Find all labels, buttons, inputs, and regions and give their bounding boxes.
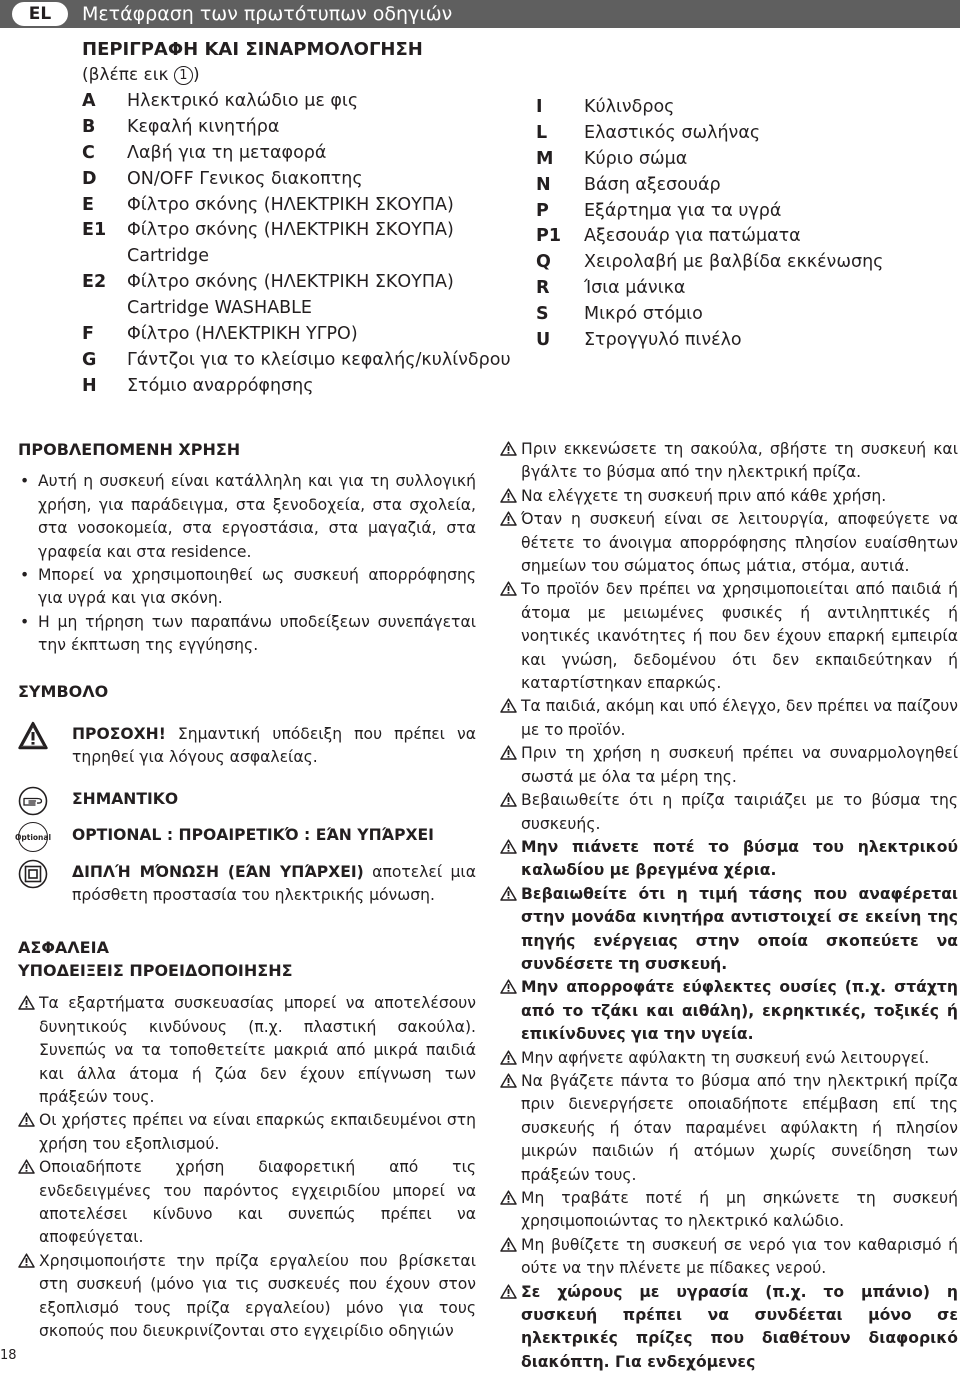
language-badge: EL (12, 2, 68, 26)
part-text: Ηλεκτρικό καλώδιο με φις (127, 91, 359, 111)
warning-triangle-icon (18, 1253, 35, 1268)
warning-triangle-icon (500, 792, 517, 807)
double-insulation-label: ΔΙΠΛΉ ΜΌΝΩΣΗ (ΕΆΝ ΥΠΆΡΧΕΙ) (72, 862, 364, 881)
warning-item (18, 1156, 476, 1250)
part-item (82, 322, 511, 348)
optional-icon-text: Optional (18, 822, 48, 852)
warning-item (500, 976, 958, 1046)
warning-triangle-icon (500, 488, 517, 503)
part-item (82, 89, 511, 115)
part-letter: D (82, 168, 97, 189)
part-text: Κύλινδρος (584, 97, 675, 117)
warning-item (18, 992, 476, 1109)
warning-triangle-icon (500, 698, 517, 713)
left-column (14, 438, 476, 1343)
intended-use-list (18, 470, 476, 657)
header-title: Μετάφραση των πρωτότυπων οδηγιών (82, 3, 453, 25)
part-letter: E1 (82, 220, 107, 241)
part-text: Μικρό στόμιο (584, 304, 703, 325)
warning-item-text: Οι χρήστες πρέπει να είναι επαρκώς εκπαιδευμένοι στη χρήση του εξοπλισμού. (39, 1111, 476, 1153)
warning-item-text: Πριν τη χρήση η συσκευή πρέπει να συναρμολογηθεί σωστά με όλα τα μέρη της. (521, 744, 958, 786)
part-text: Φίλτρο σκόνης (ΗΛΕΚΤΡΙΚΗ ΣΚΟΥΠΑ) (127, 272, 454, 293)
warning-item (500, 742, 958, 789)
safety-title-line2: ΥΠΟΔΕΙΞΕΙΣ ΠΡΟΕΙΔΟΠΟΙΗΣΗΣ (18, 960, 293, 980)
part-item (82, 218, 511, 244)
part-letter (82, 296, 127, 322)
warning-triangle-icon (500, 1190, 517, 1205)
optional-badge-icon (14, 822, 52, 852)
part-letter: E2 (82, 272, 107, 293)
part-text: Ίσια μάνικα (584, 278, 686, 299)
part-item (536, 302, 883, 328)
part-letter: U (536, 330, 551, 351)
part-item (82, 141, 511, 167)
warning-item-text: Σε χώρους με υγρασία (π.χ. το μπάνιο) η συσκευή πρέπει να συνδέεται μόνο σε ηλεκτρικές πρίζες που διαθέτουν διαφορικό διακόπτη. Για ενδεχόμενες (521, 1282, 958, 1371)
warning-item-text: Βεβαιωθείτε ότι η τιμή τάσης που αναφέρεται στην μονάδα κινητήρα αντιστοιχεί σε εκείνη της πηγής ενέργειας στην οποία σκοπεύετε να συνδέσετε τη συσκευή. (521, 884, 958, 973)
warning-item (500, 1070, 958, 1187)
description-subtitle (82, 63, 200, 87)
warning-triangle-icon (500, 979, 517, 994)
symbols-title: ΣΥΜΒΟΛΟ (18, 681, 109, 701)
warning-item-text: Όταν η συσκευή είναι σε λειτουργία, αποφεύγετε να θέτετε το άνοιγμα απορρόφησης πλησίον ευαίσθητων σημείων του σώματος όπως μάτια, στόμα, αυτιά. (521, 510, 958, 576)
part-letter: I (536, 97, 543, 117)
warning-item (500, 836, 958, 883)
warning-triangle-icon (18, 721, 48, 751)
safety-title-line1: ΑΣΦΑΛΕΙΑ (18, 937, 109, 957)
warning-triangle-icon (18, 1112, 35, 1127)
parts-list-right (536, 95, 883, 354)
part-letter: A (82, 91, 96, 111)
subtitle-suffix: ) (192, 65, 200, 85)
part-text: Λαβή για τη μεταφορά (127, 142, 327, 163)
part-item (536, 173, 883, 199)
part-item (82, 193, 511, 219)
safety-warnings-right (500, 438, 958, 1374)
symbol-double-insulation-row (18, 861, 476, 908)
warning-item-text: Μη τραβάτε ποτέ ή μη σηκώνετε τη συσκευή χρησιμοποιώντας το ηλεκτρικό καλώδιο. (521, 1189, 958, 1231)
double-insulation-icon (18, 859, 48, 889)
warning-item (500, 1187, 958, 1234)
warning-item (500, 578, 958, 695)
part-letter: S (536, 304, 549, 325)
warning-item-text: Τα παιδιά, ακόμη και υπό έλεγχο, δεν πρέπει να παίζουν με το προϊόν. (521, 697, 958, 739)
part-text: Εξάρτημα για τα υγρά (584, 200, 782, 221)
part-text: Βάση αξεσουάρ (584, 174, 721, 195)
part-text: Κύριο σώμα (584, 148, 688, 169)
part-text: Φίλτρο (ΗΛΕΚΤΡΙΚΗ ΥΓΡΟ) (127, 324, 358, 345)
optional-label: OPTIONAL : ΠΡΟΑΙΡΕΤΙΚΌ : ΕΆΝ ΥΠΆΡΧΕΙ (72, 826, 434, 845)
part-item (536, 199, 883, 225)
part-text: Γάντζοι για το κλείσιμο κεφαλής/κυλίνδρου (127, 349, 511, 370)
part-item (536, 95, 883, 121)
warning-item (500, 1047, 958, 1070)
part-letter: P (536, 200, 549, 221)
part-text: Φίλτρο σκόνης (ΗΛΕΚΤΡΙΚΗ ΣΚΟΥΠΑ) (127, 220, 454, 241)
part-item (536, 147, 883, 173)
warning-triangle-icon (500, 511, 517, 526)
part-letter: B (82, 116, 96, 137)
warning-triangle-icon (500, 1284, 517, 1299)
part-letter: H (82, 375, 97, 396)
part-letter: C (82, 142, 95, 163)
warning-item (500, 485, 958, 508)
warning-item-text: Μη βυθίζετε τη συσκευή σε νερό για τον καθαρισμό ή ούτε να την πλένετε με πίδακες νερού. (521, 1235, 958, 1278)
warning-item (500, 1281, 958, 1375)
warning-item (500, 508, 958, 578)
part-letter: L (536, 122, 548, 143)
part-item (82, 270, 511, 296)
part-letter (82, 244, 127, 270)
warning-item (500, 789, 958, 836)
part-text: Φίλτρο σκόνης (ΗΛΕΚΤΡΙΚΗ ΣΚΟΥΠΑ) (127, 194, 454, 215)
symbol-optional-row (14, 824, 476, 847)
warning-item (500, 1234, 958, 1281)
warning-item-text: Να βγάζετε πάντα το βύσμα από την ηλεκτρική πρίζα πριν διενεργήσετε οποιαδήποτε επέμβαση επί της συσκευής ή όταν παραμένει αφύλακτη ή πλησίον μικρών παιδιών ή ατόμων χωρίς συνείδηση των πράξεών τους. (521, 1071, 958, 1184)
part-text: Cartridge (127, 246, 210, 267)
warning-triangle-icon (500, 1050, 517, 1065)
part-item (82, 374, 511, 400)
part-item (82, 348, 511, 374)
parts-list-left (82, 89, 511, 400)
part-text: Χειρολαβή με βαλβίδα εκκένωσης (584, 252, 884, 273)
warning-item-text: Να ελέγχετε τη συσκευή πριν από κάθε χρήση. (521, 486, 887, 505)
part-item (82, 115, 511, 141)
part-text: Κεφαλή κινητήρα (127, 116, 280, 137)
warning-triangle-icon (18, 1159, 35, 1174)
part-letter: G (82, 349, 97, 370)
safety-title (18, 936, 476, 983)
part-item (82, 296, 511, 322)
figure-ref-badge: 1 (174, 66, 193, 85)
subtitle-prefix: (βλέπε εικ (82, 65, 169, 85)
warning-triangle-icon (500, 745, 517, 760)
warning-item (18, 1109, 476, 1156)
right-column (500, 438, 958, 1374)
part-letter: E (82, 194, 94, 215)
part-letter: R (536, 278, 550, 299)
part-text: Στόμιο αναρρόφησης (127, 375, 314, 396)
symbol-warning-row (18, 723, 476, 770)
warning-item-text: Βεβαιωθείτε ότι η πρίζα ταιριάζει με το βύσμα της συσκευής. (521, 791, 958, 833)
warning-item-text: Μην πιάνετε ποτέ το βύσμα του ηλεκτρικού καλωδίου με βρεγμένα χέρια. (521, 837, 958, 880)
part-letter: F (82, 324, 94, 345)
warning-item-text: Χρησιμοποιήστε την πρίζα εργαλείου που βρίσκεται στη συσκευή (μόνο για τις συσκευές που έχουν στον εξοπλισμό τους πρίζα εργαλείου) μόνο για τους σκοπούς που διευκρινίζονται στο εγχειρίδιο οδηγιών (39, 1251, 476, 1340)
warning-item (18, 1250, 476, 1344)
warning-item-text: Το προϊόν δεν πρέπει να χρησιμοποιείται από παιδιά ή άτομα με μειωμένες φυσικές ή αντιληπτικές ή νοητικές ικανότητες ή που δεν έχουν επαρκή εμπειρία και γνώση, δεδομένου ότι δεν εκπαιδεύτηκαν ή καταρτίστηκαν επαρκώς. (521, 580, 958, 693)
warning-item-text: Τα εξαρτήματα συσκευασίας μπορεί να αποτελέσουν δυνητικούς κινδύνους (π.χ. πλαστική σακούλα). Συνεπώς να τα τοποθετείτε μακριά από μικρά παιδιά και άλλα άτομα ή ζώα δεν έχουν επίγνωση των πράξεών τους. (39, 994, 476, 1106)
warning-triangle-icon (500, 839, 517, 854)
warning-triangle-icon (500, 1073, 517, 1088)
part-text: Cartridge WASHABLE (127, 298, 312, 319)
warning-triangle-icon (500, 1237, 517, 1252)
intended-use-item: • Μπορεί να χρησιμοποιηθεί ως συσκευή απορρόφησης για υγρά και για σκόνη. (18, 564, 476, 611)
warning-item-text: Πριν εκκενώσετε τη σακούλα, σβήστε τη συσκευή και βγάλτε το βύσμα από την ηλεκτρική πρίζα. (521, 440, 958, 482)
part-text: Αξεσουάρ για πατώματα (584, 226, 801, 247)
description-title: ΠΕΡΙΓΡΑΦΗ ΚΑΙ ΣΙΝΑΡΜΟΛΟΓΗΣΗ (82, 39, 423, 60)
intended-use-item: • Αυτή η συσκευή είναι κατάλληλη και για τη συλλογική χρήση, για παράδειγμα, στα ξενοδοχεία, στα σχολεία, στα νοσοκομεία, στα εργοστάσια, στα μαγαζιά, στα γραφεία και στα residence. (18, 470, 476, 564)
important-label: ΣΗΜΑΝΤΙΚΟ (72, 789, 179, 808)
symbol-important-row (18, 788, 476, 811)
double-insulation-text: αποτελεί μια πρόσθετη προστασία του ηλεκτρικής μόνωση. (72, 862, 476, 905)
part-letter: M (536, 148, 554, 169)
page-number: 18 (0, 1348, 17, 1363)
part-item (536, 121, 883, 147)
warning-triangle-icon (500, 886, 517, 901)
intended-use-title: ΠΡΟΒΛΕΠΟΜΕΝΗ ΧΡΗΣΗ (18, 440, 241, 459)
warning-item (500, 438, 958, 485)
part-item (536, 328, 883, 354)
warning-triangle-icon (18, 995, 35, 1010)
part-item (82, 244, 511, 270)
warning-item (500, 695, 958, 742)
header-bar (0, 0, 960, 28)
warning-item-text: Οποιαδήποτε χρήση διαφορετική από τις ενδεδειγμένες του παρόντος εγχειριδίου μπορεί να αποτελέσει κίνδυνο και συνεπώς πρέπει να αποφεύγεται. (39, 1158, 476, 1247)
intended-use-item: • Η μη τήρηση των παραπάνω υποδείξεων συνεπάγεται την έκπτωση της εγγύησης. (18, 611, 476, 658)
warning-triangle-icon (500, 581, 517, 596)
pointing-hand-icon (18, 786, 48, 816)
part-letter: Q (536, 252, 551, 273)
part-letter: N (536, 174, 551, 195)
part-item (536, 224, 883, 250)
warning-triangle-icon (500, 441, 517, 456)
warning-item-text: Μην αφήνετε αφύλακτη τη συσκευή ενώ λειτουργεί. (521, 1048, 930, 1067)
warning-item-text: Μην απορροφάτε εύφλεκτες ουσίες (π.χ. στάχτη από το τζάκι και αιθάλη), εκρηκτικές, τοξικές ή επικίνδυνες για την υγεία. (521, 978, 958, 1044)
part-item (82, 167, 511, 193)
safety-warnings-left (18, 992, 476, 1343)
warning-label: ΠΡΟΣΟΧΗ! (72, 725, 166, 744)
part-letter: P1 (536, 226, 562, 247)
warning-text: Σημαντική υπόδειξη που πρέπει να τηρηθεί για λόγους ασφαλείας. (72, 725, 476, 767)
part-text: Ελαστικός σωλήνας (584, 122, 761, 143)
part-item (536, 276, 883, 302)
part-text: Στρογγυλό πινέλο (584, 330, 742, 351)
part-item (536, 250, 883, 276)
part-text: ON/OFF Γενικος διακοπτης (127, 168, 363, 189)
warning-item (500, 883, 958, 977)
